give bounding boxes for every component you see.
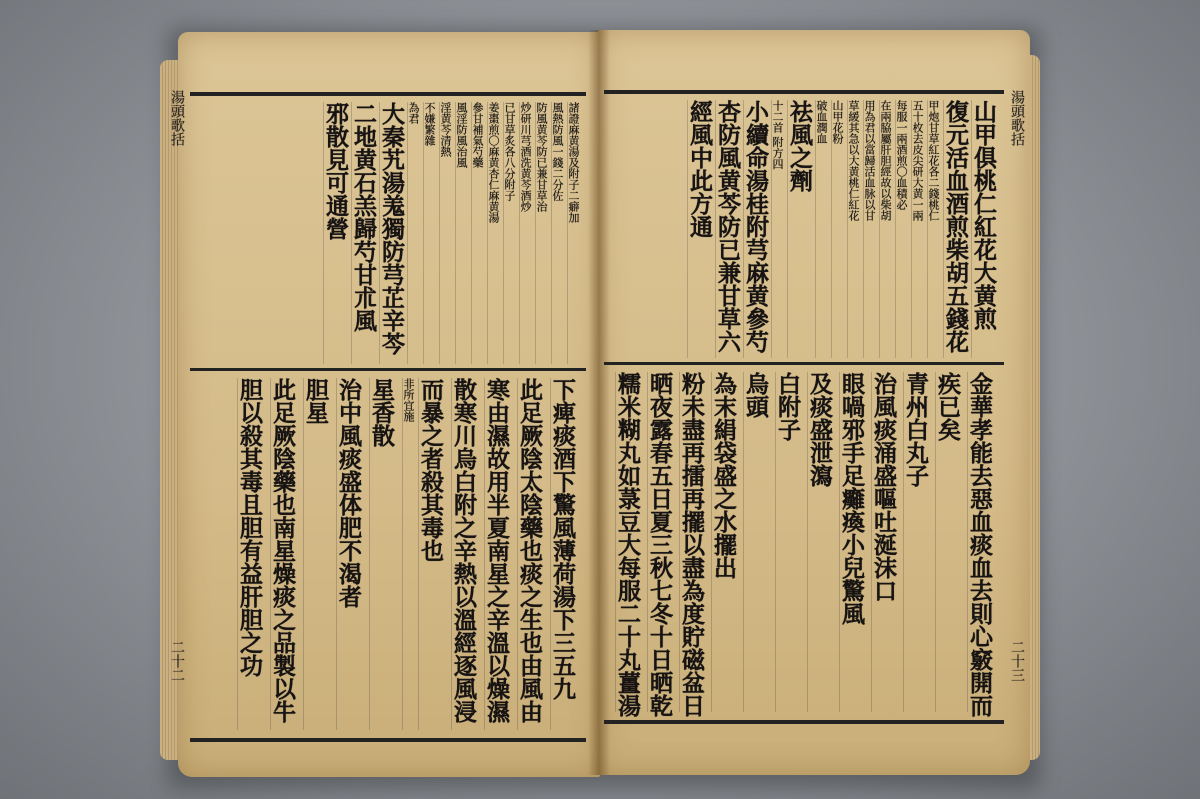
column-divider [237,378,238,730]
text-column: 諸證麻黄湯及附子二癖加 [567,102,580,223]
column-divider [550,378,551,730]
column-divider [519,102,520,364]
column-divider [407,102,408,364]
column-divider [967,372,968,712]
text-column: 草緩其急以大黄桃仁紅花 [847,100,860,221]
text-column: 已甘草炙各八分附子 [503,102,516,201]
text-column: 烏頭 [742,372,769,418]
column-divider [439,102,440,364]
text-column: 此足厥陰藥也南星燥痰之品製以牛 [269,378,296,723]
column-divider [879,100,880,358]
left-page-number: 二十二 [169,640,185,682]
column-divider [743,372,744,712]
column-divider [517,378,518,730]
column-divider [943,100,944,358]
column-divider [935,372,936,712]
column-divider [303,378,304,730]
column-divider [895,100,896,358]
text-column: 杏防風黄芩防已兼甘草六 [714,100,741,353]
column-divider [535,102,536,364]
column-divider [484,378,485,730]
column-divider [369,378,370,730]
text-column: 寒由濕故用半夏南星之辛溫以燥濕 [483,378,510,723]
text-column: 小續命湯桂附芎麻黄參芍 [742,100,769,353]
column-divider [336,378,337,730]
text-column: 姜棗煎〇麻黄杏仁麻黄湯 [487,102,500,223]
column-divider [503,102,504,364]
column-divider [379,102,380,364]
column-divider [971,100,972,358]
text-column: 大秦艽湯羗獨防芎芷辛芩 [378,102,405,355]
column-divider [927,100,928,358]
text-column: 治風痰涌盛嘔吐涎沫口 [870,372,897,602]
column-divider [815,100,816,358]
text-column: 下痺痰酒下驚風薄荷湯下三五九 [549,378,576,700]
text-column: 祛風之劑 [786,100,813,192]
column-divider [418,378,419,730]
text-column: 風熱防風一錢二分佐 [551,102,564,201]
column-divider [551,102,552,364]
text-column: 白附子 [774,372,801,441]
text-column: 為末絹袋盛之水擺出 [710,372,737,579]
column-divider [487,102,488,364]
text-column: 青州白丸子 [902,372,929,487]
text-column: 二地黄石羔歸芍甘朮風 [350,102,377,332]
left-mid-rule [190,368,586,371]
text-column: 粉未盡再擂再擺以盡為度貯磁盆日 [678,372,705,717]
text-column: 參甘補氣芍藥 [471,102,484,168]
text-column: 眼喎邪手足癱瘓小兒驚風 [838,372,865,625]
column-divider [323,102,324,364]
right-page-number: 二十三 [1009,640,1025,682]
text-column: 非所宜施 [402,378,415,422]
text-column: 而暴之者殺其毒也 [417,378,444,562]
text-column: 金華孝能去惡血痰血去則心竅開而 [966,372,993,717]
column-divider [567,102,568,364]
text-column: 及痰盛泄瀉 [806,372,833,487]
column-divider [270,378,271,730]
column-divider [451,378,452,730]
column-divider [679,372,680,712]
column-divider [647,372,648,712]
text-column: 治中風痰盛体肥不渴者 [335,378,362,608]
text-column: 風淫防風治風 [455,102,468,168]
column-divider [787,100,788,358]
column-divider [711,372,712,712]
text-column: 糯米糊丸如菉豆大每服二十丸薑湯 [614,372,641,717]
text-column: 散寒川烏白附之辛熱以溫經逐風浸 [450,378,477,723]
text-column: 甲炮甘草紅花各二錢桃仁 [927,100,940,221]
column-divider [807,372,808,712]
text-column: 此足厥陰太陰藥也痰之生也由風由 [516,378,543,723]
column-divider [871,372,872,712]
text-column: 晒夜露春五日夏三秋七冬十日晒乾 [646,372,673,717]
column-divider [839,372,840,712]
text-column: 胆星 [302,378,329,424]
text-column: 五十枚去皮尖研大黄一兩 [911,100,924,221]
text-column: 山甲花粉 [831,100,844,144]
text-column: 山甲俱桃仁紅花大黄煎 [970,100,997,330]
text-column: 復元活血酒煎柴胡五錢花 [942,100,969,353]
text-column: 為君 [407,102,420,124]
column-divider [471,102,472,364]
text-column: 破血潤血 [815,100,828,144]
right-margin-folio: 湯頭歌括 [1009,90,1025,146]
column-divider [687,100,688,358]
column-divider [771,100,772,358]
column-divider [911,100,912,358]
text-column: 淫黄芩清熱 [439,102,452,157]
column-divider [615,372,616,712]
column-divider [402,378,403,730]
column-divider [831,100,832,358]
column-divider [743,100,744,358]
text-column: 疾已矣 [934,372,961,441]
text-column: 胆以殺其毒且胆有益肝胆之功 [236,378,263,677]
text-column: 不嫌繁雜 [423,102,436,146]
text-column: 防風黄芩防已兼甘草治 [535,102,548,212]
right-mid-rule [604,362,1004,365]
column-divider [903,372,904,712]
column-divider [847,100,848,358]
left-margin-folio: 湯頭歌括 [169,90,185,146]
text-column: 每服一兩酒煎〇血積必 [895,100,908,210]
column-divider [863,100,864,358]
text-column: 星香散 [368,378,395,447]
text-column: 炒研川芎酒洗黄芩酒炒 [519,102,532,212]
column-divider [715,100,716,358]
column-divider [455,102,456,364]
text-column: 在兩脇屬肝胆經故以柴胡 [879,100,892,221]
text-column: 邪散見可通營 [322,102,349,240]
text-column: 十二首 附方四 [771,100,784,170]
column-divider [351,102,352,364]
text-column: 用為君以當歸活血脉以甘 [863,100,876,221]
text-column: 經風中此方通 [686,100,713,238]
column-divider [423,102,424,364]
column-divider [775,372,776,712]
